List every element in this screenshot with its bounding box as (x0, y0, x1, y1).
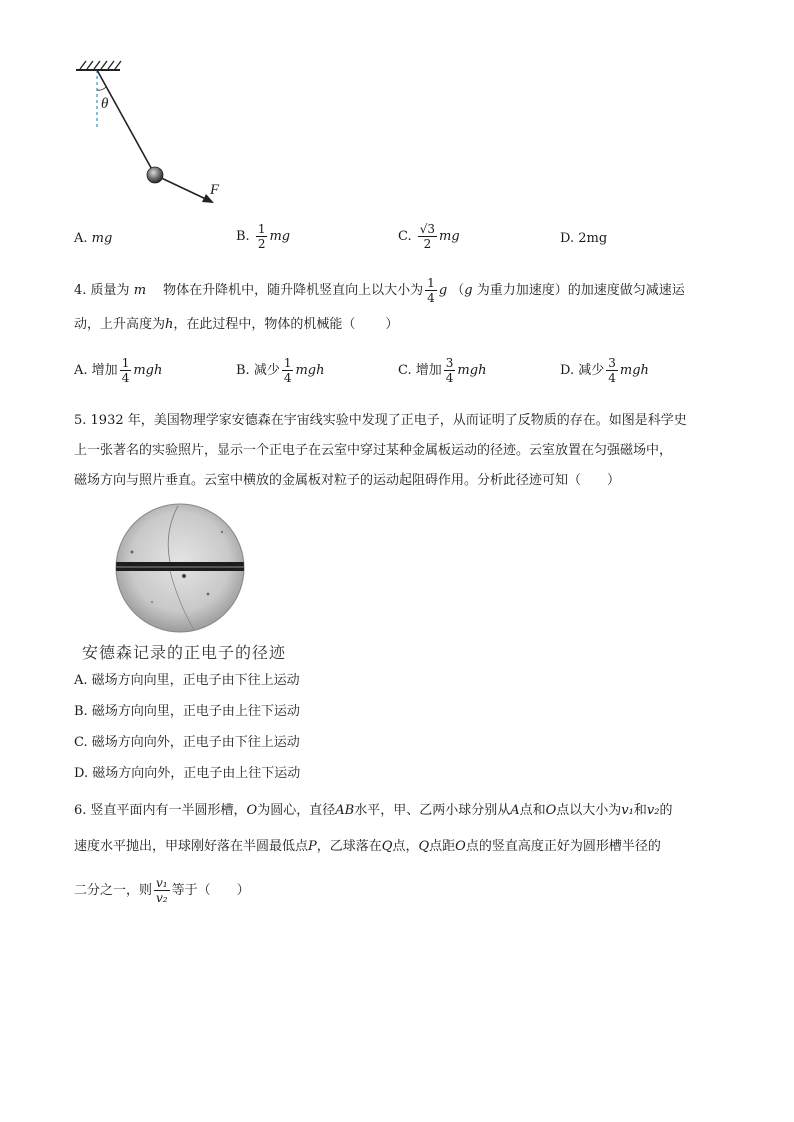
q5-line-3: 磁场方向与照片垂直。云室中横放的金属板对粒子的运动起阻碍作用。分析此径迹可知（ ） (74, 473, 621, 488)
q4-option-c: C. 增加 $\frac{3}{4}$ mgh (398, 356, 487, 385)
q6-line-2: 速度水平抛出，甲球刚好落在半圆最低点P，乙球落在Q点，Q点距O点的竖直高度正好为圆形槽半径的 (74, 839, 661, 854)
theta-label: θ (101, 96, 109, 112)
q4-line-1: 4. 质量为 m 物体在升降机中，随升降机竖直向上以大小为 $\frac{1}{4}$ g （g 为重力加速度）的加速度做匀减速运 (74, 276, 685, 305)
q4-line-2: 动，上升高度为h，在此过程中，物体的机械能（ ） (74, 317, 399, 332)
q6-line-3: 二分之一，则 $\frac{\text{v₁}}{\text{v₂}}$ 等于（ ） (74, 876, 250, 905)
q5-line-2: 上一张著名的实验照片，显示一个正电子在云室中穿过某种金属板运动的径迹。云室放置在匀强磁场中， (74, 443, 673, 458)
photo-caption: 安德森记录的正电子的径迹 (82, 643, 287, 662)
q5-option-b: B. 磁场方向向里，正电子由上往下运动 (74, 704, 300, 719)
q3-option-a: A. mg (74, 231, 113, 246)
q4-option-a: A. 增加 $\frac{1}{4}$ mgh (74, 356, 163, 385)
q5-line-1: 5. 1932 年，美国物理学家安德森在宇宙线实验中发现了正电子，从而证明了反物质的存在。如图是科学史 (74, 413, 687, 428)
q3-option-d: D. 2mg (560, 231, 608, 246)
q3-option-c: C. $\frac{√3}{2}$ mg (398, 222, 460, 251)
force-label: F (210, 182, 220, 198)
q3-option-b: B. $\frac{1}{2}$ mg (236, 222, 291, 251)
q5-option-a: A. 磁场方向向里，正电子由下往上运动 (74, 673, 300, 688)
q6-line-1: 6. 竖直平面内有一半圆形槽，O为圆心，直径AB水平，甲、乙两小球分别从A点和O点以大小为v₁和v₂的 (74, 803, 673, 818)
q5-option-d: D. 磁场方向向外，正电子由上往下运动 (74, 766, 301, 781)
pendulum-figure (70, 58, 240, 208)
q5-option-c: C. 磁场方向向外，正电子由下往上运动 (74, 735, 300, 750)
q4-option-b: B. 减少 $\frac{1}{4}$ mgh (236, 356, 325, 385)
q4-option-d: D. 减少 $\frac{3}{4}$ mgh (560, 356, 649, 385)
pendulum-ball (147, 167, 163, 183)
cloud-chamber-photo (112, 502, 248, 634)
